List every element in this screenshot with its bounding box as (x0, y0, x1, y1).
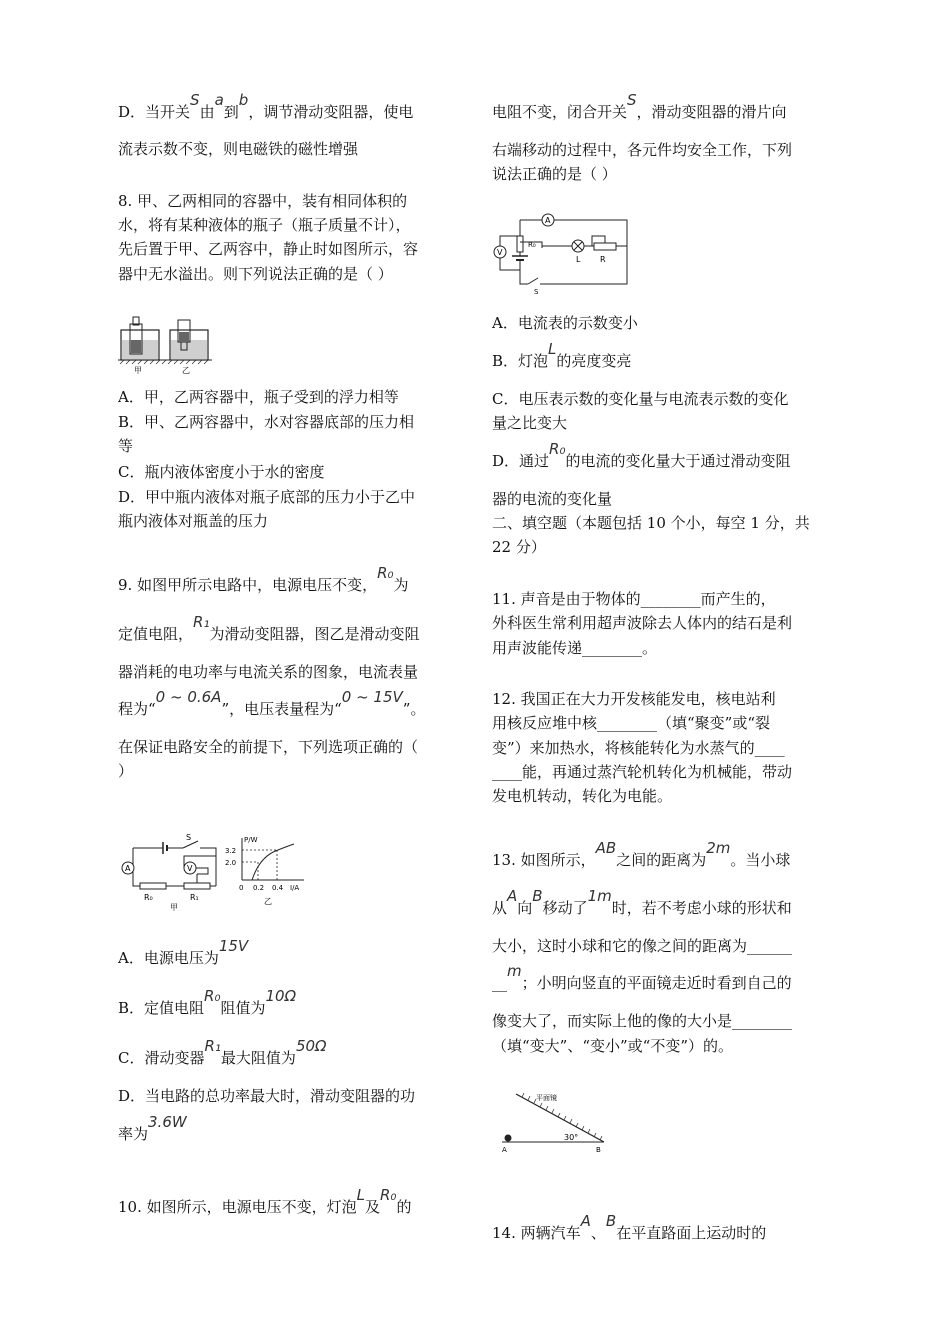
q8-option-b-cont: 等 (118, 437, 134, 455)
fig-label: L (576, 255, 581, 264)
math-symbol: 15V (218, 937, 249, 955)
math-symbol: 3.6W (148, 1113, 187, 1131)
q7-option-d-line2: 流表示数不变，则电磁铁的磁性增强 (118, 140, 359, 158)
math-symbol: 10Ω (265, 987, 297, 1005)
q8-stem-line: 水，将有某种液体的瓶子（瓶子质量不计）， (118, 216, 411, 234)
q10-option-c-line1: C．电压表示数的变化量与电流表示数的变化 (492, 390, 789, 408)
math-expression: 0 ~ 0.6A (155, 688, 222, 706)
math-symbol: m (507, 962, 522, 980)
fig-label: S (534, 288, 539, 296)
fig-label: 乙 (264, 897, 272, 906)
math-symbol: 2m (706, 839, 731, 857)
q9-option-d-line2: 率为3.6W (118, 1113, 187, 1143)
q9-stem-line3: 器消耗的电功率与电流关系的图象，电流表量 (118, 663, 419, 681)
q8-stem-line: 器中无水溢出。则下列说法正确的是（ ） (118, 265, 393, 283)
fig-label: V (497, 248, 503, 257)
q14-line1: 14. 两辆汽车A、B在平直路面上运动时的 (492, 1212, 767, 1242)
q8-option-d-cont: 瓶内液体对瓶盖的压力 (118, 512, 269, 530)
math-symbol: L (548, 340, 557, 358)
q13-line5: 像变大了，而实际上他的像的大小是________ (492, 1012, 793, 1030)
fig-label: 乙 (182, 366, 190, 375)
q10-stem-line1: 10. 如图所示，电源电压不变，灯泡L及R₀的 (118, 1186, 412, 1216)
fig-label: R₁ (190, 893, 199, 902)
fig-label: 甲 (170, 903, 178, 912)
q8-containers-figure (118, 312, 218, 374)
math-symbol: a (214, 91, 224, 109)
q13-mirror-figure (500, 1084, 620, 1156)
math-symbol: b (238, 91, 249, 109)
math-symbol: B (605, 1212, 617, 1230)
fig-label: P/W (244, 836, 258, 844)
q13-line2: 从A向B移动了1m时，若不考虑小球的形状和 (492, 887, 792, 917)
math-symbol: 50Ω (295, 1037, 327, 1055)
fig-label: A (545, 216, 551, 225)
q13-line6: （填“变大”、“变小”或“不变”）的。 (492, 1037, 734, 1055)
fig-label: S (186, 833, 192, 842)
math-symbol: AB (595, 839, 617, 857)
q8-stem-line: 8. 甲、乙两相同的容器中，装有相同体积的 (118, 192, 408, 210)
q9-stem-line1: 9. 如图甲所示电路中，电源电压不变，R₀为 (118, 564, 409, 594)
fig-label: I/A (290, 884, 300, 892)
q7-option-d-line1: D．当开关S由a到b，调节滑动变阻器，使电 (118, 91, 414, 121)
q8-option-c: C．瓶内液体密度小于水的密度 (118, 463, 325, 481)
q9-option-b: B．定值电阻R₀阻值为10Ω (118, 987, 297, 1017)
math-symbol: R₀ (377, 564, 394, 582)
tick-label: 3.2 (225, 847, 237, 855)
q10-option-b: B．灯泡L的亮度变亮 (492, 340, 632, 370)
q9-option-a: A．电源电压为15V (118, 937, 249, 967)
q11-line2: 外科医生常利用超声波除去人体内的结石是利 (492, 614, 793, 632)
q10-option-a: A．电流表的示数变小 (492, 314, 638, 332)
q13-line4: __m；小明向竖直的平面镜走近时看到自己的 (492, 962, 792, 992)
q12-line1: 12. 我国正在大力开发核能发电，核电站利 (492, 690, 776, 708)
q9-option-d-line1: D．当电路的总功率最大时，滑动变阻器的功 (118, 1087, 416, 1105)
q10-stem-line2: 电阻不变，闭合开关S，滑动变阻器的滑片向 (492, 91, 787, 121)
math-symbol: A (580, 1212, 591, 1230)
fig-label: A (502, 1146, 507, 1154)
q11-line1: 11. 声音是由于物体的________而产生的， (492, 590, 776, 608)
section2-heading-line1: 二、填空题（本题包括 10 个小，每空 1 分，共 (492, 514, 810, 532)
q12-line5: 发电机转动，转化为电能。 (492, 787, 673, 805)
fig-label: R₀ (144, 893, 153, 902)
q10-circuit-figure (492, 208, 632, 296)
q10-stem-line3: 右端移动的过程中，各元件均安全工作，下列 (492, 141, 793, 159)
q13-line1: 13. 如图所示，AB之间的距离为2m。当小球 (492, 839, 791, 869)
fig-label: A (125, 864, 131, 873)
q8-stem-line: 先后置于甲、乙两容中，静止时如图所示，容 (118, 240, 419, 258)
q9-stem-line2: 定值电阻，R₁为滑动变阻器，图乙是滑动变阻 (118, 613, 420, 643)
math-symbol: B (532, 887, 543, 905)
fig-label: B (596, 1146, 601, 1154)
q8-option-d: D．甲中瓶内液体对瓶子底部的压力小于乙中 (118, 488, 416, 506)
math-symbol: R₀ (549, 440, 566, 458)
tick-label: 0 (239, 884, 244, 892)
fig-label: 甲 (134, 366, 142, 375)
q8-option-a: A．甲，乙两容器中，瓶子受到的浮力相等 (118, 388, 399, 406)
q10-option-c-line2: 量之比变大 (492, 414, 568, 432)
section2-heading-line2: 22 分） (492, 538, 546, 556)
math-symbol: S (190, 91, 200, 109)
q11-line3: 用声波能传递________。 (492, 639, 658, 657)
math-expression: 0 ~ 15V (341, 688, 403, 706)
math-symbol: 1m (587, 887, 612, 905)
q9-circuit-and-graph-figure (118, 834, 318, 914)
tick-label: 0.4 (272, 884, 284, 892)
math-symbol: L (356, 1186, 365, 1204)
q12-line2: 用核反应堆中核________（填“聚变”或“裂 (492, 714, 771, 732)
tick-label: 0.2 (253, 884, 265, 892)
tick-label: 2.0 (225, 859, 237, 867)
fig-label: 30° (564, 1133, 579, 1142)
math-symbol: R₁ (193, 613, 210, 631)
q12-line3: 变”）来加热水，将核能转化为水蒸气的____ (492, 739, 785, 757)
q9-stem-line5: 在保证电路安全的前提下，下列选项正确的（ (118, 738, 419, 756)
math-symbol: S (627, 91, 637, 109)
math-symbol: R₀ (380, 1186, 397, 1204)
q9-stem-line4: 程为“0 ~ 0.6A”，电压表量程为“0 ~ 15V”。 (118, 688, 426, 718)
q10-stem-line4: 说法正确的是（ ） (492, 165, 617, 183)
q10-option-d-line2: 器的电流的变化量 (492, 490, 613, 508)
fig-label: V (187, 864, 193, 873)
fig-label: R₀ (528, 241, 536, 249)
math-symbol: R₀ (204, 987, 221, 1005)
q9-stem-line6: ） (118, 762, 134, 780)
fig-label: R (600, 255, 606, 264)
math-symbol: R₁ (204, 1037, 221, 1055)
fig-label: 平面镜 (536, 1094, 557, 1102)
q9-option-c: C．滑动变器R₁最大阻值为50Ω (118, 1037, 327, 1067)
q10-option-d-line1: D．通过R₀的电流的变化量大于通过滑动变阻 (492, 440, 791, 470)
math-symbol: A (507, 887, 518, 905)
q13-line3: 大小，这时小球和它的像之间的距离为______ (492, 937, 793, 955)
q8-option-b: B．甲、乙两容器中，水对容器底部的压力相 (118, 413, 415, 431)
q12-line4: ____能，再通过蒸汽轮机转化为机械能，带动 (492, 763, 793, 781)
